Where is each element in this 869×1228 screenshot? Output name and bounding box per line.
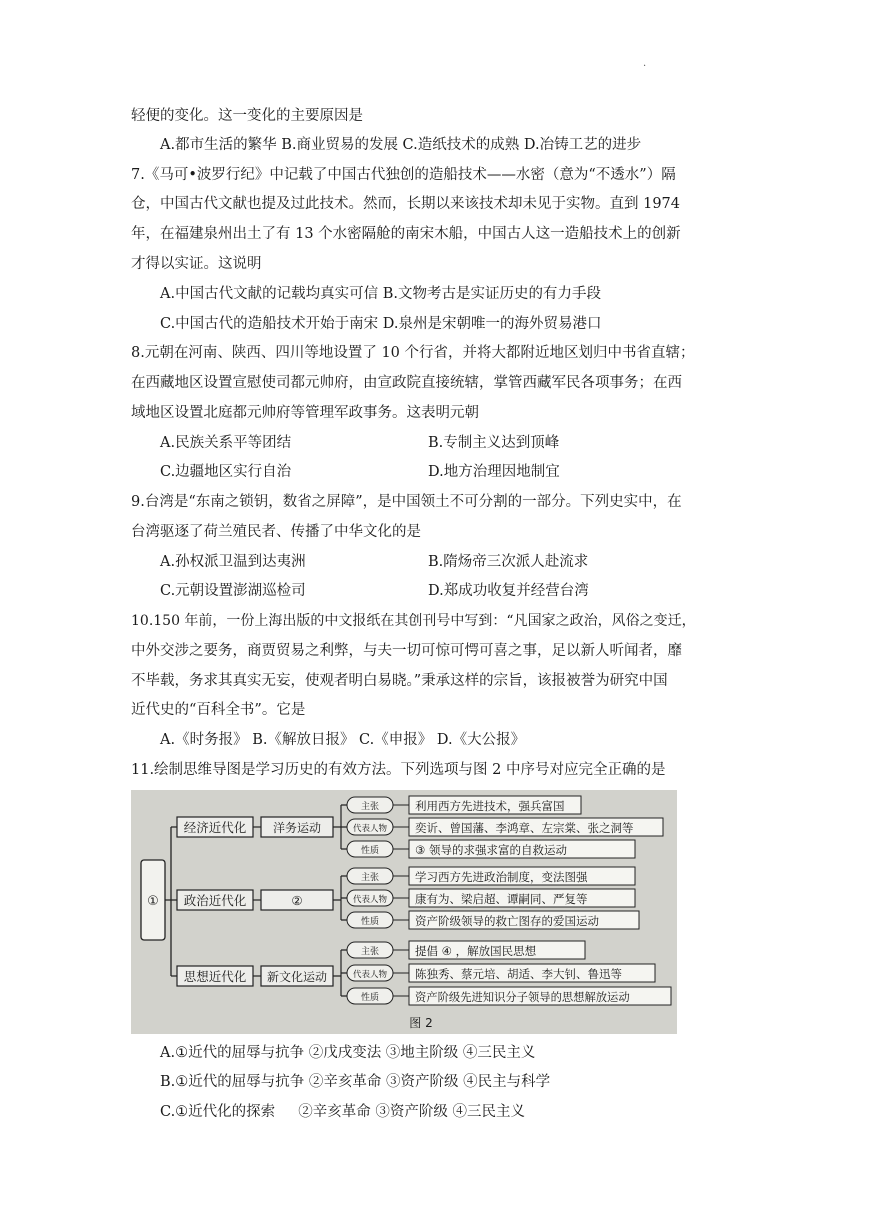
q8-stem-line: 在西藏地区设置宣慰使司都元帅府，由宣政院直接统辖，掌管西藏军民各项事务；在西	[131, 375, 682, 391]
row-tag-label: 主张	[360, 802, 380, 812]
q7-stem-line: 年，在福建泉州出土了有 13 个水密隔舱的南宋木船，中国古人这一造船技术上的创新	[131, 226, 681, 242]
q11-option-b: B.①近代的屈辱与抗争 ②辛亥革命 ③资产阶级 ④民主与科学	[160, 1074, 551, 1090]
row-tag-label: 性质	[360, 993, 380, 1003]
q7-stem-line: 7.《马可•波罗行纪》中记载了中国古代独创的造船技术——水密（意为“不透水”）隔	[131, 167, 676, 183]
q8-stem-line: 8.元朝在河南、陕西、四川等地设置了 10 个行省，并将大都附近地区划归中书省直辖；	[131, 345, 695, 361]
q8-option-a: A.民族关系平等团结	[160, 435, 292, 451]
q9-option-d: D.郑成功收复并经营台湾	[428, 583, 589, 599]
q7-option-row: C.中国古代的造船技术开始于南宋 D.泉州是宋朝唯一的海外贸易港口	[160, 316, 602, 332]
row-text: ③ 领导的求强求富的自救运动	[415, 843, 567, 857]
q9-stem-line: 台湾驱逐了荷兰殖民者、传播了中华文化的是	[131, 524, 421, 540]
branch-category-label: 经济近代化	[183, 820, 247, 835]
row-text: 提倡 ④ ，解放国民思想	[415, 944, 537, 958]
q7-stem-line: 才得以实证。这说明	[131, 256, 262, 272]
mind-map-svg	[131, 790, 677, 1034]
branch-category-label: 思想近代化	[183, 969, 247, 984]
q9-option-b: B.隋炀帝三次派人赴流求	[428, 554, 589, 570]
row-text: 陈独秀、蔡元培、胡适、李大钊、鲁迅等	[415, 967, 622, 981]
branch-movement-label: ②	[291, 893, 303, 908]
row-tag-label: 代表人物	[352, 970, 388, 980]
q9-option-a: A.孙权派卫温到达夷洲	[160, 554, 306, 570]
q10-stem-line: 10.150 年前，一份上海出版的中文报纸在其创刊号中写到：“凡国家之政治，风俗之变迁，	[131, 613, 696, 629]
row-text: 康有为、梁启超、谭嗣同、严复等	[415, 892, 588, 906]
row-text: 资产阶级先进知识分子领导的思想解放运动	[415, 991, 630, 1004]
q8-option-d: D.地方治理因地制宜	[428, 464, 560, 480]
q8-stem-line: 域地区设置北庭都元帅府等管理军政事务。这表明元朝	[131, 405, 479, 421]
branch-movement-label: 新文化运动	[266, 970, 328, 984]
q7-stem-line: 仓，中国古代文献也提及过此技术。然而，长期以来该技术却未见于实物。直到 1974	[131, 196, 681, 212]
q11-option-c: C.①近代化的探索 ②辛亥革命 ③资产阶级 ④三民主义	[160, 1104, 525, 1120]
row-tag-label: 代表人物	[352, 895, 388, 905]
q10-options: A.《时务报》 B.《解放日报》 C.《申报》 D.《大公报》	[160, 732, 526, 748]
corner-mark: .	[643, 58, 647, 69]
row-tag-label: 主张	[360, 947, 380, 957]
row-text: 学习西方先进政治制度，变法图强	[415, 870, 588, 884]
row-tag-label: 性质	[360, 917, 380, 927]
q9-stem-line: 9.台湾是“东南之锁钥，数省之屏障”，是中国领土不可分割的一部分。下列史实中，在	[131, 494, 682, 510]
branch-category-label: 政治近代化	[183, 893, 247, 908]
figure-caption: 图 2	[409, 1016, 433, 1030]
row-text: 奕䜣、曾国藩、李鸿章、左宗棠、张之洞等	[415, 821, 634, 835]
row-text: 利用西方先进技术，强兵富国	[415, 799, 565, 813]
q6-options: A.都市生活的繁华 B.商业贸易的发展 C.造纸技术的成熟 D.冶铸工艺的进步	[160, 137, 642, 153]
row-tag-label: 性质	[360, 846, 380, 856]
q6-stem-tail: 轻便的变化。这一变化的主要原因是	[131, 108, 363, 124]
row-text: 资产阶级领导的救亡图存的爱国运动	[415, 914, 599, 928]
q11-stem: 11.绘制思维导图是学习历史的有效方法。下列选项与图 2 中序号对应完全正确的是	[131, 762, 666, 778]
branch-movement-label: 洋务运动	[272, 821, 322, 835]
q7-option-row: A.中国古代文献的记载均真实可信 B.文物考古是实证历史的有力手段	[160, 286, 601, 302]
q10-stem-line: 不毕载，务求其真实无妄，使观者明白易晓。”秉承这样的宗旨，该报被誉为研究中国	[131, 673, 668, 689]
mind-map-figure	[131, 790, 677, 1034]
row-tag-label: 主张	[360, 873, 380, 883]
q10-stem-line: 近代史的“百科全书”。它是	[131, 702, 306, 718]
q10-stem-line: 中外交涉之要务，商贾贸易之利弊，与夫一切可惊可愕可喜之事，足以新人听闻者，靡	[131, 643, 682, 659]
q8-option-c: C.边疆地区实行自治	[160, 464, 292, 480]
row-tag-label: 代表人物	[352, 824, 388, 834]
q9-option-c: C.元朝设置澎湖巡检司	[160, 583, 306, 599]
q8-option-b: B.专制主义达到顶峰	[428, 435, 560, 451]
q11-option-a: A.①近代的屈辱与抗争 ②戊戌变法 ③地主阶级 ④三民主义	[160, 1045, 536, 1061]
root-label: ①	[147, 894, 159, 909]
root-bracket	[165, 827, 177, 976]
